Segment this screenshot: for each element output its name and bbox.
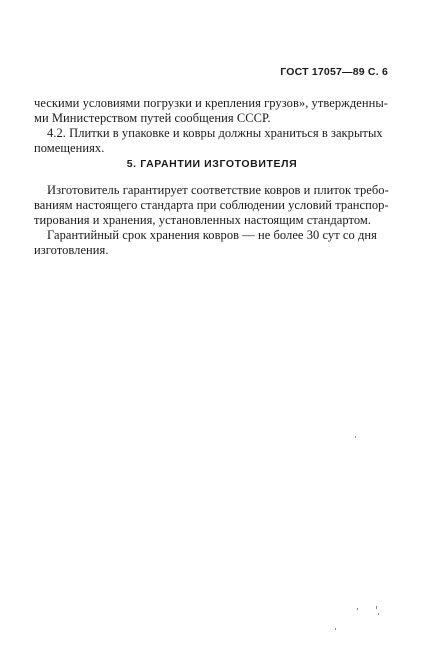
text-line: Гарантийный срок хранения ковров — не более 30 сут со дня <box>47 228 377 242</box>
text-line: изготовления. <box>34 243 109 257</box>
scan-speck <box>378 613 379 615</box>
text-line: тирования и хранения, установленных настоящим стандартом. <box>34 213 372 227</box>
text-line: 4.2. Плитки в упаковке и ковры должны храниться в закрытых <box>47 126 383 140</box>
text-line: ческими условиями погрузки и крепления грузов», утвержденны- <box>34 96 388 110</box>
text-line: помещениях. <box>34 141 105 155</box>
text-line: Изготовитель гарантирует соответствие ковров и плиток требо- <box>47 183 389 197</box>
text-line: ми Министерством путей сообщения СССР. <box>34 111 271 125</box>
scan-speck <box>355 436 356 438</box>
scan-speck <box>335 628 336 630</box>
text-line: ваниям настоящего стандарта при соблюдении условий транспор- <box>34 198 389 212</box>
scan-speck <box>357 608 358 610</box>
scan-speck <box>376 606 377 609</box>
page-header: ГОСТ 17057—89 С. 6 <box>280 66 388 78</box>
section-title: 5. ГАРАНТИИ ИЗГОТОВИТЕЛЯ <box>126 158 298 170</box>
